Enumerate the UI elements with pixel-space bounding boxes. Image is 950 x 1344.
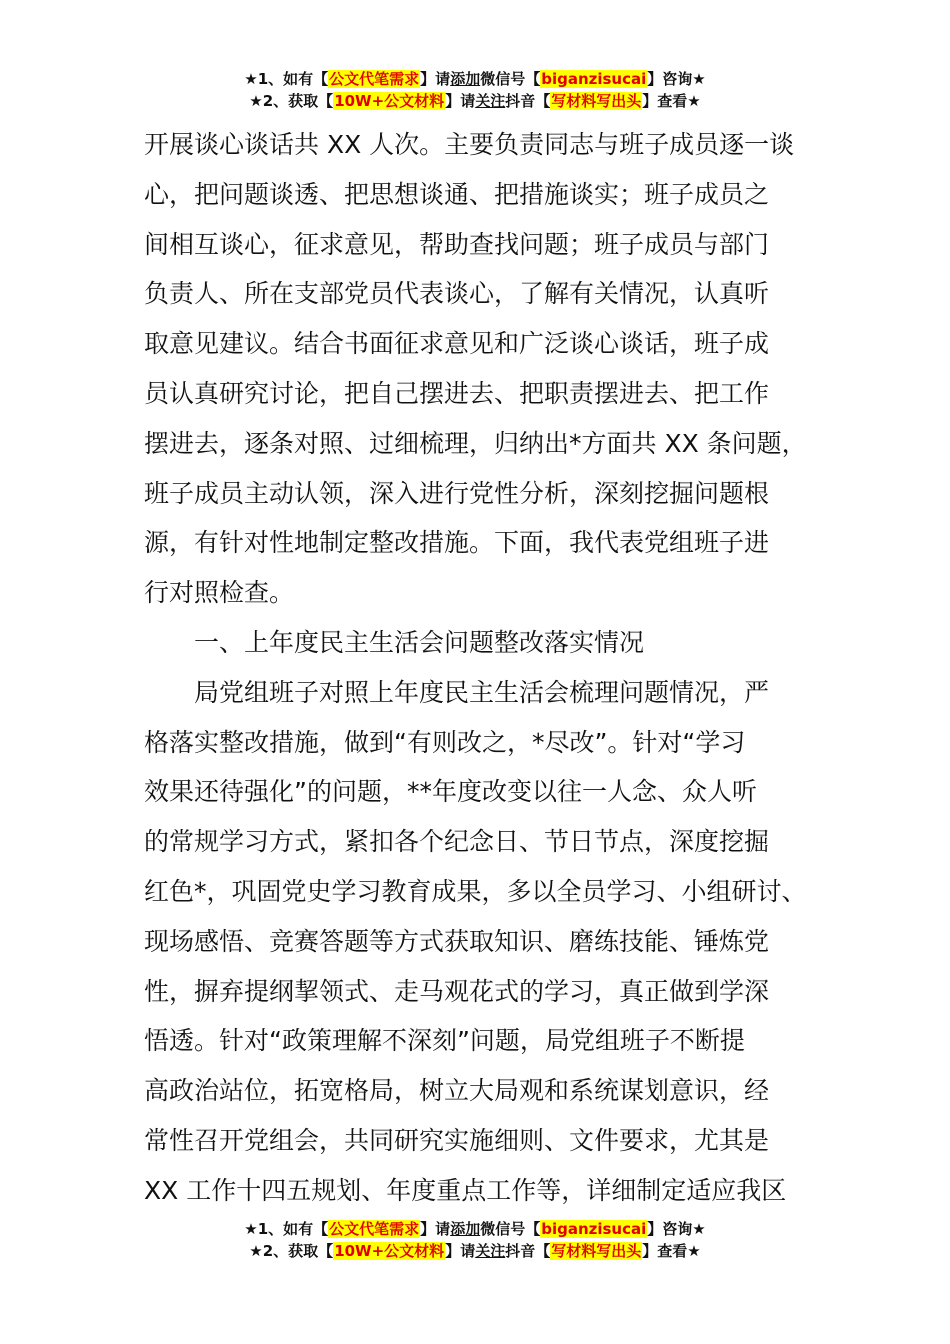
body-line: 格落实整改措施，做到“有则改之，*尽改”。针对“学习 — [144, 727, 746, 757]
banner-text: 】请 — [445, 1242, 476, 1260]
body-line: XX 工作十四五规划、年度重点工作等，详细制定适应我区 — [144, 1175, 787, 1205]
banner-line-2 — [0, 1240, 950, 1262]
body-line: 效果还待强化”的问题，**年度改变以往一人念、众人听 — [144, 777, 757, 807]
banner-underlined: 添加 — [450, 70, 481, 88]
banner-text: ★2、获取【 — [249, 92, 334, 110]
body-line: 性，摒弃提纲挈领式、走马观花式的学习，真正做到学深 — [144, 976, 770, 1006]
document-body — [144, 120, 834, 1216]
banner-line-2 — [0, 90, 950, 112]
body-line: 行对照检查。 — [144, 578, 295, 608]
banner-highlight: 10W+公文材料 — [334, 92, 445, 110]
body-line: 局党组班子对照上年度民主生活会梳理问题情况，严 — [194, 677, 770, 707]
section-heading: 一、上年度民主生活会问题整改落实情况 — [194, 627, 645, 657]
banner-text: 抖音【 — [505, 92, 551, 110]
body-line: 员认真研究讨论，把自己摆进去、把职责摆进去、把工作 — [144, 378, 770, 408]
body-line: 常性召开党组会，共同研究实施细则、文件要求，尤其是 — [144, 1125, 770, 1155]
banner-wechat-id: biganzisucai — [541, 1220, 647, 1238]
banner-text: ★1、如有【 — [244, 1220, 329, 1238]
banner-douyin-name: 写材料写出头 — [551, 92, 642, 110]
body-line: 开展谈心谈话共 XX 人次。主要负责同志与班子成员逐一谈 — [144, 130, 795, 159]
banner-underlined: 添加 — [450, 1220, 481, 1238]
body-line: 间相互谈心，征求意见，帮助查找问题；班子成员与部门 — [144, 229, 770, 259]
body-line: 班子成员主动认领，深入进行党性分析，深刻挖掘问题根 — [144, 478, 770, 508]
banner-highlight: 公文代笔需求 — [329, 70, 420, 88]
body-line: 现场感悟、竞赛答题等方式获取知识、磨练技能、锤炼党 — [144, 926, 770, 956]
body-line: 源，有针对性地制定整改措施。下面，我代表党组班子进 — [144, 528, 770, 558]
banner-underlined: 关注 — [475, 92, 506, 110]
banner-text: 微信号【 — [480, 70, 541, 88]
banner-highlight: 10W+公文材料 — [334, 1242, 445, 1260]
body-line: 红色*，巩固党史学习教育成果，多以全员学习、小组研讨、 — [144, 876, 807, 906]
banner-wechat-id: biganzisucai — [541, 70, 647, 88]
header-banner — [0, 68, 950, 112]
banner-text: ★1、如有【 — [244, 70, 329, 88]
banner-text: 】查看★ — [642, 92, 701, 110]
banner-text: 】咨询★ — [647, 70, 706, 88]
banner-text: 】请 — [445, 92, 476, 110]
body-line: 心，把问题谈透、把思想谈通、把措施谈实；班子成员之 — [144, 179, 770, 209]
body-line: 高政治站位，拓宽格局，树立大局观和系统谋划意识，经 — [144, 1076, 770, 1106]
banner-text: ★2、获取【 — [249, 1242, 334, 1260]
banner-text: 】请 — [420, 1220, 451, 1238]
banner-text: 】咨询★ — [647, 1220, 706, 1238]
banner-douyin-name: 写材料写出头 — [551, 1242, 642, 1260]
banner-highlight: 公文代笔需求 — [329, 1220, 420, 1238]
banner-line-1 — [0, 68, 950, 90]
body-line: 摆进去，逐条对照、过细梳理，归纳出*方面共 XX 条问题， — [144, 428, 807, 458]
banner-underlined: 关注 — [475, 1242, 506, 1260]
banner-line-1 — [0, 1218, 950, 1240]
body-line: 悟透。针对“政策理解不深刻”问题，局党组班子不断提 — [144, 1026, 745, 1056]
banner-text: 抖音【 — [505, 1242, 551, 1260]
banner-text: 】查看★ — [642, 1242, 701, 1260]
banner-text: 】请 — [420, 70, 451, 88]
footer-banner — [0, 1218, 950, 1262]
body-line: 的常规学习方式，紧扣各个纪念日、节日节点，深度挖掘 — [144, 827, 770, 857]
body-line: 取意见建议。结合书面征求意见和广泛谈心谈话，班子成 — [144, 329, 770, 359]
body-line: 负责人、所在支部党员代表谈心，了解有关情况，认真听 — [144, 279, 770, 309]
banner-text: 微信号【 — [480, 1220, 541, 1238]
